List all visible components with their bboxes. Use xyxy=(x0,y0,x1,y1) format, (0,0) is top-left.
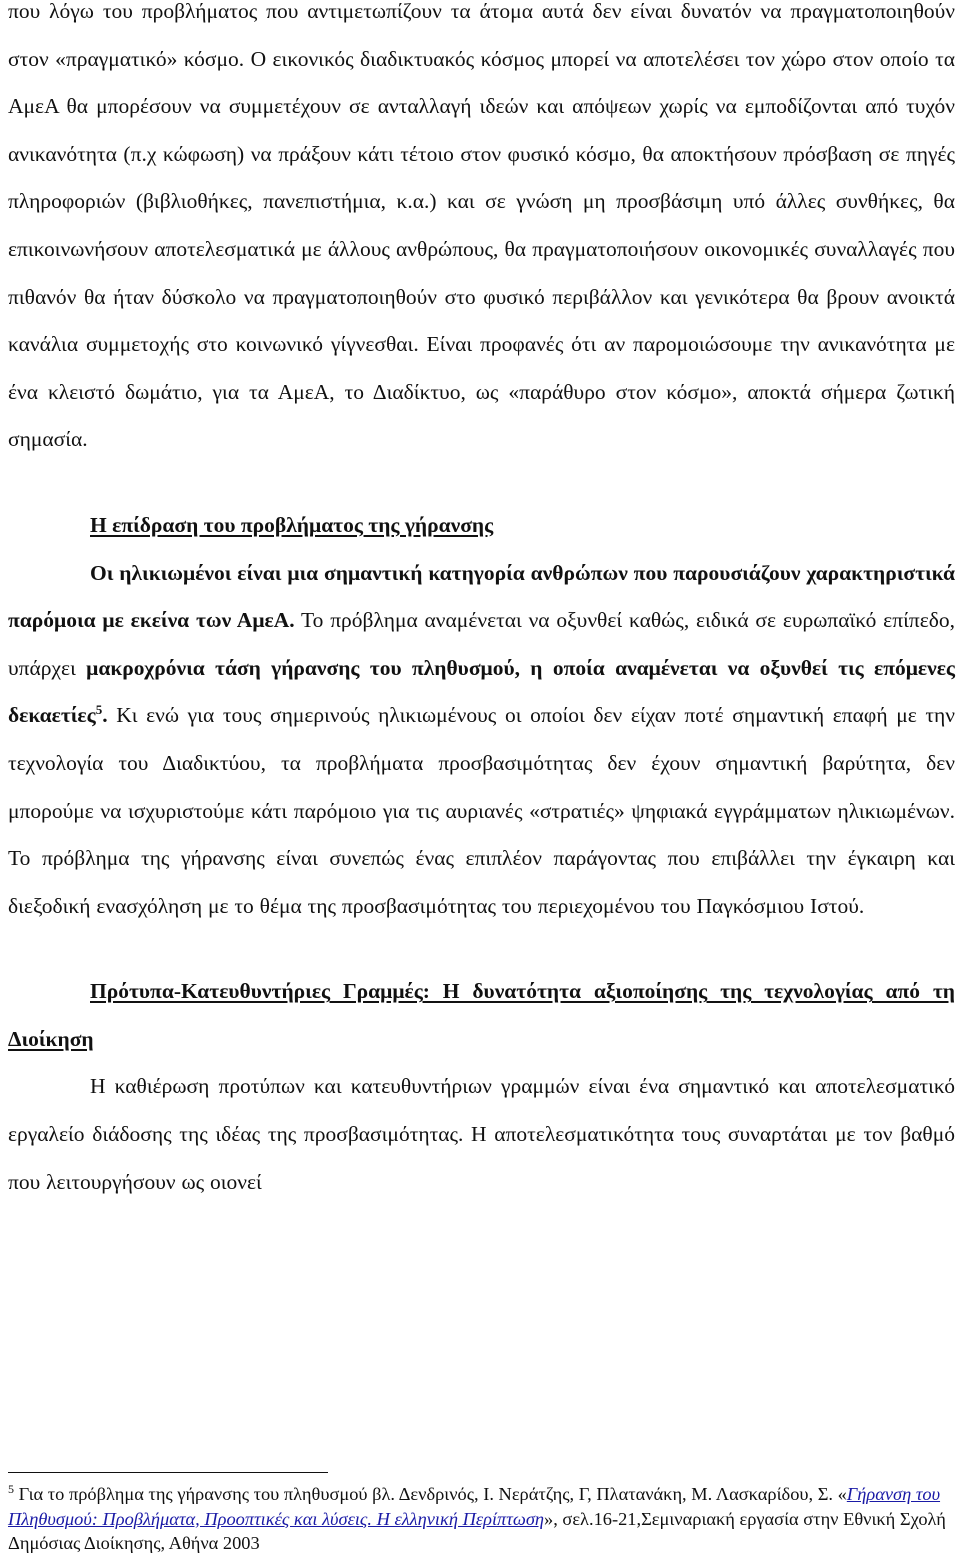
document-page xyxy=(8,0,955,1206)
footnote-text: », σελ.16-21,Σεμιναριακή εργασία στην Εθνική Σχολή Δημόσιας Διοίκησης, Αθήνα 2003 xyxy=(8,1508,946,1553)
footnote-reference[interactable]: 5 xyxy=(95,702,103,718)
footnote-number: 5 xyxy=(8,1481,14,1496)
bold-emphasis-text: μακροχρόνια τάση γήρανσης του πληθυσμού, η οποία αναμένεται να οξυνθεί τις επόμενες δεκαετίες xyxy=(8,655,955,728)
bold-intro-text: Οι ηλικιωμένοι είναι μια σημαντική κατηγορία ανθρώπων που παρουσιάζουν χαρακτηριστικά παρόμοια με εκείνα των ΑμεΑ. xyxy=(8,560,955,633)
section-heading-aging: Η επίδραση του προβλήματος της γήρανσης xyxy=(90,512,494,537)
body-paragraph-accessibility: που λόγω του προβλήματος που αντιμετωπίζουν τα άτομα αυτά δεν είναι δυνατόν να πραγματοποιηθούν στον «πραγματικό» κόσμο. Ο εικονικός διαδικτυακός κόσμος μπορεί να αποτελέσει τον χώρο στον οποίο τα ΑμεΑ θα μπορέσουν να συμμετέχουν σε ανταλλαγή ιδεών και απόψεων χωρίς να εμποδίζονται από τυχόν ανικανότητα (π.χ κώφωση) να πράξουν κάτι τέτοιο στον φυσικό κόσμο, θα αποκτήσουν πρόσβαση σε πηγές πληροφοριών (βιβλιοθήκες, πανεπιστήμια, κ.α.) και σε γνώση μη προσβάσιμη υπό άλλες συνθήκες, θα επικοινωνήσουν αποτελεσματικά με άλλους ανθρώπους, θα πραγματοποιήσουν οικονομικές συναλλαγές που πιθανόν θα ήταν δύσκολο να πραγματοποιηθούν στο φυσικό περιβάλλον και γενικότερα θα βρουν ανοικτά κανάλια συμμετοχής στο κοινωνικό γίγνεσθαι. Είναι προφανές ότι αν παρομοιώσουμε την ανικανότητα με ένα κλειστό δωμάτιο, για τα ΑμεΑ, το Διαδίκτυο, ως «παράθυρο στον κόσμο», αποκτά σήμερα ζωτική σημασία. xyxy=(8,0,955,452)
footnote xyxy=(8,1482,954,1556)
body-paragraph-aging xyxy=(8,550,955,931)
paragraph-text: Κι ενώ για τους σημερινούς ηλικιωμένους οι οποίοι δεν είχαν ποτέ σημαντική επαφή με την τεχνολογία του Διαδικτύου, τα προβλήματα προσβασιμότητας δεν έχουν σημαντική βαρύτητα, δεν μπορούμε να ισχυριστούμε κάτι παρόμοιο για τις αυριανές «στρατιές» ψηφιακά εγγράμματων ηλικιωμένων. Το πρόβλημα της γήρανσης είναι συνεπώς ένας επιπλέον παράγοντας που επιβάλλει την έγκαιρη και διεξοδική ενασχόληση με το θέμα της προσβασιμότητας του περιεχομένου του Παγκόσμιου Ιστού. xyxy=(8,703,955,918)
footnote-divider xyxy=(8,1472,328,1473)
bold-period: . xyxy=(102,703,108,728)
footnote-link[interactable]: Γήρανση του Πληθυσμού: Προβλήματα, Προοπτικές και λύσεις. Η ελληνική Περίπτωση xyxy=(8,1484,941,1529)
section-heading-standards: Πρότυπα-Κατευθυντήριες Γραμμές: Η δυνατότητα αξιοποίησης της τεχνολογίας από τη Διοίκηση xyxy=(8,979,955,1051)
body-paragraph-standards: Η καθιέρωση προτύπων και κατευθυντήριων γραμμών είναι ένα σημαντικό και αποτελεσματικό εργαλείο διάδοσης της ιδέας της προσβασιμότητας. Η αποτελεσματικότητα τους συναρτάται με τον βαθμό που λειτουργήσουν ως οιονεί xyxy=(8,1074,955,1194)
paragraph-text: Το πρόβλημα αναμένεται να οξυνθεί καθώς, ειδικά σε ευρωπαϊκό επίπεδο, υπάρχει xyxy=(8,608,955,680)
footnote-text: Για το πρόβλημα της γήρανσης του πληθυσμού βλ. Δενδρινός, Ι. Νεράτζης, Γ, Πλατανάκη, Μ. Λασκαρίδου, Σ. « xyxy=(14,1484,847,1504)
